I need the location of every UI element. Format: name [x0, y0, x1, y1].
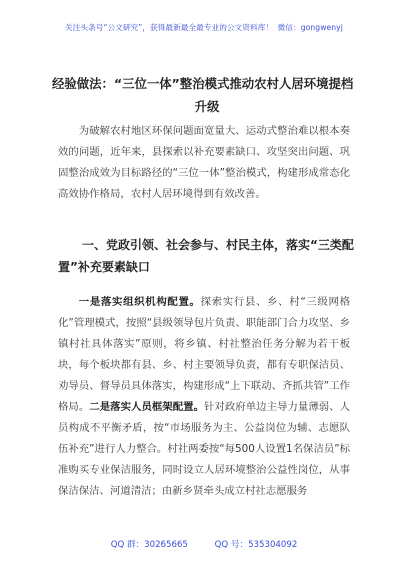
- banner-promo-text: 关注头条号“公文研究”，获得最新最全最专业的公文资料库！: [64, 23, 274, 32]
- body-text-2: 针对政府单边主导力量薄弱、人员构成不平衡矛盾，按“市场服务为主、公益岗位为辅、志愿队伍补充”进行人力整合。村社两委按“每500人设置1名保洁员”标准购买专业保洁服务，同时设立人居环境整治公益性岗位，从事保洁保洁、河道清洁；由新乡贤牵头成立村社志愿服务: [58, 401, 351, 497]
- footer-qq-number: QQ 号：535304092: [214, 540, 298, 550]
- footer: [0, 538, 408, 550]
- banner-wechat-text: 微信：gongwenyj: [277, 23, 343, 32]
- top-banner: [0, 22, 408, 33]
- body-text-1: 探索实行县、乡、村“三级网格化”管理模式，按照“县级领导包片负责、职能部门合力攻坚、乡镇村社具体落实”原则，将乡镇、村社整治任务分解为若干板块，每个板块都有县、乡、村主要领导负责，都有专职保洁员、劝导员、督导员具体落实，构建形成“上下联动、齐抓共管”工作格局。: [58, 296, 351, 413]
- section-heading-1: 一、党政引领、社会参与、村民主体，落实“三类配置”补充要素缺口: [58, 238, 354, 274]
- body-lead-1: 一是落实组织机构配置。: [78, 296, 201, 308]
- intro-paragraph: 为破解农村地区环保问题面宽量大、运动式整治难以根本奏效的问题，近年来，县探索以补充要素缺口、攻坚突出问题、巩固整治成效为目标路径的“三位一体”整治模式，构建形成常态化高效协作格局，农村人居环境得到有效改善。: [58, 125, 350, 200]
- body-paragraph: [58, 292, 350, 502]
- document-title: [52, 72, 362, 118]
- body-lead-2: 二是落实人员框架配置。: [89, 401, 205, 413]
- footer-qq-group: QQ 群：30265665: [110, 540, 188, 550]
- title-line-1: 经验做法：“三位一体”整治模式推动农村人居环境提档: [52, 76, 354, 91]
- title-line-2: 升级: [194, 99, 220, 114]
